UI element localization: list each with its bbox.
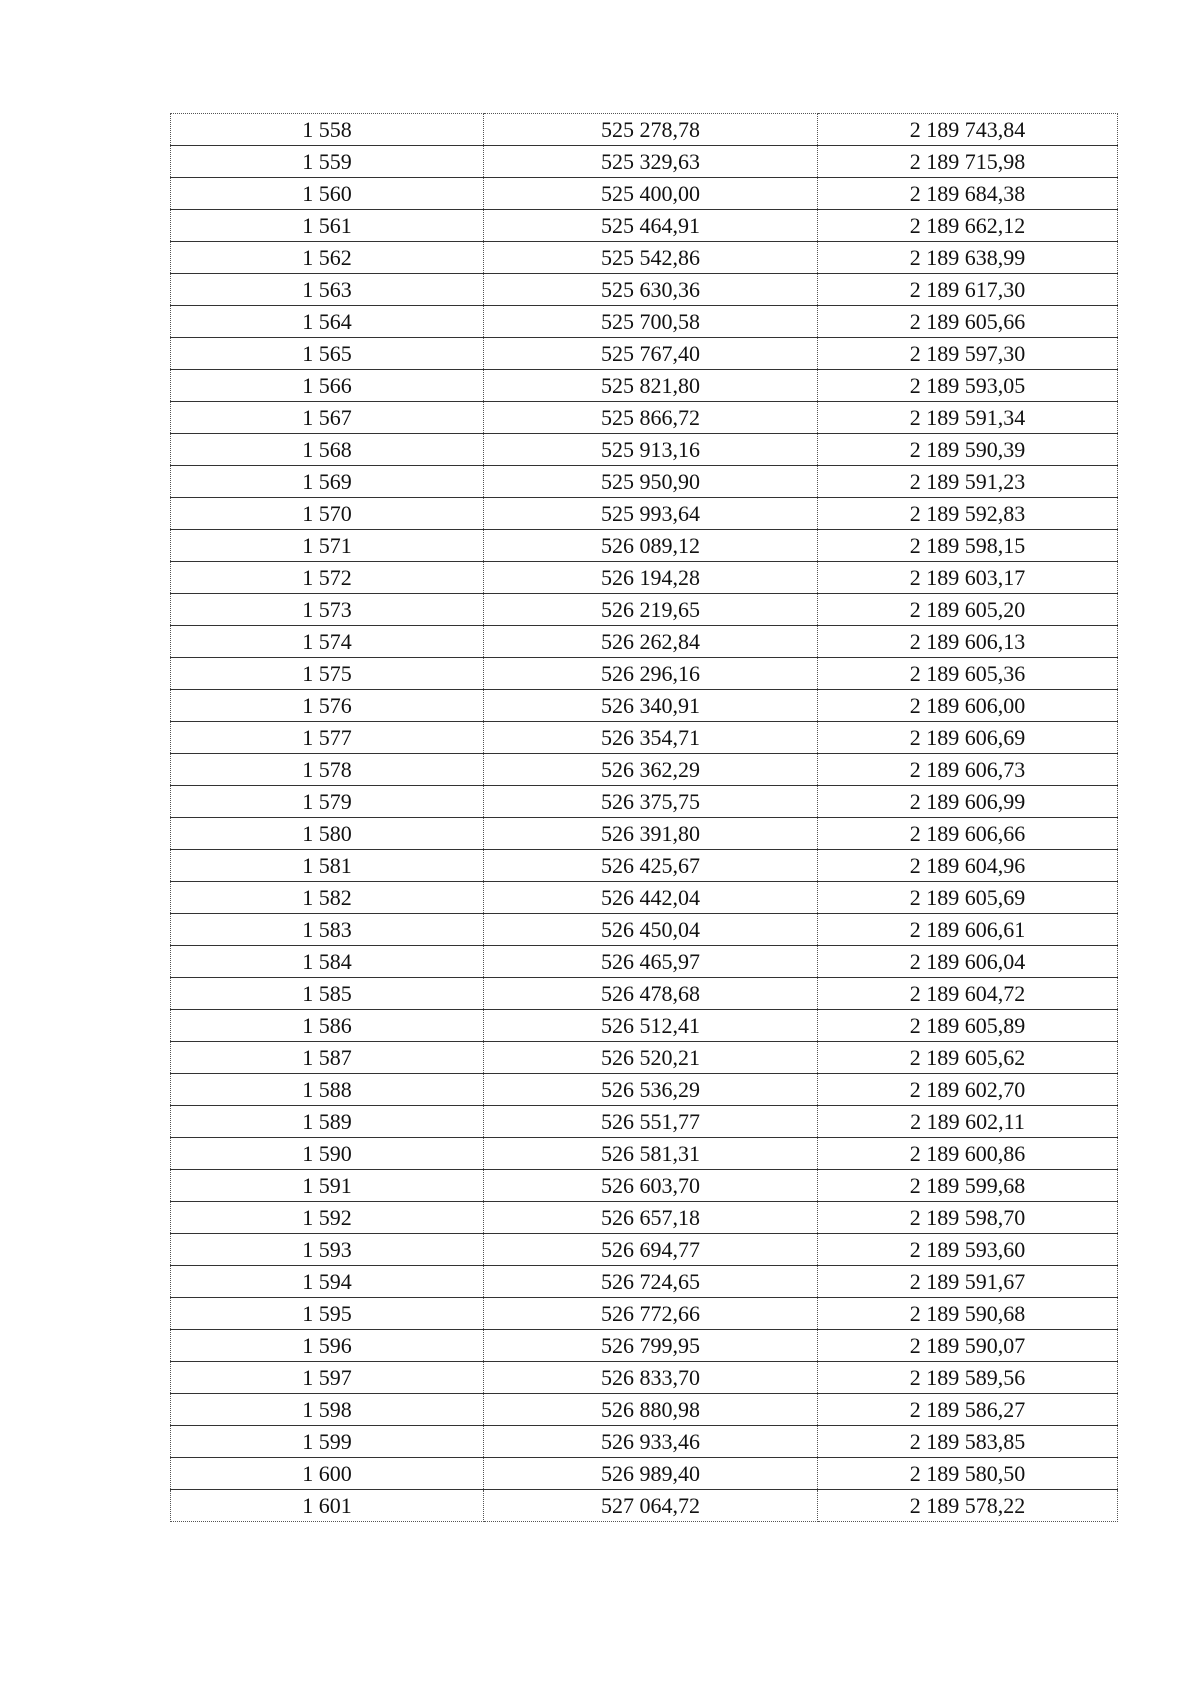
x-coordinate-cell: 525 767,40: [484, 338, 818, 370]
table-row: [171, 626, 1118, 658]
x-coordinate-cell: 525 866,72: [484, 402, 818, 434]
table-row: [171, 178, 1118, 210]
point-number-cell: 1 599: [171, 1426, 484, 1458]
y-coordinate-cell: 2 189 602,11: [818, 1106, 1118, 1138]
x-coordinate-cell: 526 657,18: [484, 1202, 818, 1234]
x-coordinate-cell: 526 340,91: [484, 690, 818, 722]
point-number-cell: 1 581: [171, 850, 484, 882]
y-coordinate-cell: 2 189 605,20: [818, 594, 1118, 626]
table-row: [171, 1170, 1118, 1202]
y-coordinate-cell: 2 189 598,15: [818, 530, 1118, 562]
x-coordinate-cell: 525 464,91: [484, 210, 818, 242]
table-row: [171, 754, 1118, 786]
x-coordinate-cell: 525 400,00: [484, 178, 818, 210]
y-coordinate-cell: 2 189 603,17: [818, 562, 1118, 594]
x-coordinate-cell: 525 329,63: [484, 146, 818, 178]
table-row: [171, 114, 1118, 146]
y-coordinate-cell: 2 189 605,89: [818, 1010, 1118, 1042]
table-row: [171, 594, 1118, 626]
x-coordinate-cell: 526 603,70: [484, 1170, 818, 1202]
x-coordinate-cell: 526 799,95: [484, 1330, 818, 1362]
y-coordinate-cell: 2 189 593,60: [818, 1234, 1118, 1266]
table-row: [171, 1394, 1118, 1426]
table-row: [171, 1362, 1118, 1394]
point-number-cell: 1 587: [171, 1042, 484, 1074]
point-number-cell: 1 593: [171, 1234, 484, 1266]
table-row: [171, 1490, 1118, 1522]
x-coordinate-cell: 526 450,04: [484, 914, 818, 946]
table-row: [171, 1298, 1118, 1330]
x-coordinate-cell: 526 694,77: [484, 1234, 818, 1266]
x-coordinate-cell: 525 700,58: [484, 306, 818, 338]
y-coordinate-cell: 2 189 592,83: [818, 498, 1118, 530]
table-row: [171, 1458, 1118, 1490]
point-number-cell: 1 563: [171, 274, 484, 306]
point-number-cell: 1 596: [171, 1330, 484, 1362]
y-coordinate-cell: 2 189 617,30: [818, 274, 1118, 306]
point-number-cell: 1 562: [171, 242, 484, 274]
y-coordinate-cell: 2 189 591,34: [818, 402, 1118, 434]
point-number-cell: 1 585: [171, 978, 484, 1010]
table-row: [171, 1266, 1118, 1298]
y-coordinate-cell: 2 189 606,04: [818, 946, 1118, 978]
x-coordinate-cell: 525 821,80: [484, 370, 818, 402]
point-number-cell: 1 564: [171, 306, 484, 338]
table-row: [171, 850, 1118, 882]
table-row: [171, 242, 1118, 274]
table-row: [171, 1138, 1118, 1170]
y-coordinate-cell: 2 189 606,66: [818, 818, 1118, 850]
x-coordinate-cell: 526 478,68: [484, 978, 818, 1010]
point-number-cell: 1 566: [171, 370, 484, 402]
y-coordinate-cell: 2 189 602,70: [818, 1074, 1118, 1106]
x-coordinate-cell: 526 989,40: [484, 1458, 818, 1490]
table-row: [171, 946, 1118, 978]
table-row: [171, 1106, 1118, 1138]
point-number-cell: 1 591: [171, 1170, 484, 1202]
table-row: [171, 274, 1118, 306]
y-coordinate-cell: 2 189 591,23: [818, 466, 1118, 498]
x-coordinate-cell: 526 391,80: [484, 818, 818, 850]
table-row: [171, 658, 1118, 690]
point-number-cell: 1 565: [171, 338, 484, 370]
y-coordinate-cell: 2 189 606,61: [818, 914, 1118, 946]
point-number-cell: 1 575: [171, 658, 484, 690]
y-coordinate-cell: 2 189 606,00: [818, 690, 1118, 722]
y-coordinate-cell: 2 189 583,85: [818, 1426, 1118, 1458]
y-coordinate-cell: 2 189 606,69: [818, 722, 1118, 754]
table-row: [171, 914, 1118, 946]
table-row: [171, 530, 1118, 562]
point-number-cell: 1 570: [171, 498, 484, 530]
point-number-cell: 1 567: [171, 402, 484, 434]
coordinates-table-body: [171, 114, 1118, 1522]
x-coordinate-cell: 526 465,97: [484, 946, 818, 978]
x-coordinate-cell: 526 425,67: [484, 850, 818, 882]
table-row: [171, 370, 1118, 402]
y-coordinate-cell: 2 189 743,84: [818, 114, 1118, 146]
x-coordinate-cell: 525 630,36: [484, 274, 818, 306]
point-number-cell: 1 583: [171, 914, 484, 946]
point-number-cell: 1 574: [171, 626, 484, 658]
x-coordinate-cell: 526 551,77: [484, 1106, 818, 1138]
y-coordinate-cell: 2 189 605,62: [818, 1042, 1118, 1074]
point-number-cell: 1 579: [171, 786, 484, 818]
table-row: [171, 722, 1118, 754]
point-number-cell: 1 589: [171, 1106, 484, 1138]
x-coordinate-cell: 526 194,28: [484, 562, 818, 594]
y-coordinate-cell: 2 189 591,67: [818, 1266, 1118, 1298]
coordinates-table: [170, 113, 1118, 1522]
point-number-cell: 1 598: [171, 1394, 484, 1426]
table-row: [171, 338, 1118, 370]
y-coordinate-cell: 2 189 586,27: [818, 1394, 1118, 1426]
x-coordinate-cell: 525 950,90: [484, 466, 818, 498]
table-row: [171, 690, 1118, 722]
table-row: [171, 1234, 1118, 1266]
table-row: [171, 1330, 1118, 1362]
table-row: [171, 1042, 1118, 1074]
x-coordinate-cell: 526 581,31: [484, 1138, 818, 1170]
point-number-cell: 1 569: [171, 466, 484, 498]
x-coordinate-cell: 525 993,64: [484, 498, 818, 530]
point-number-cell: 1 597: [171, 1362, 484, 1394]
table-row: [171, 1010, 1118, 1042]
y-coordinate-cell: 2 189 606,99: [818, 786, 1118, 818]
y-coordinate-cell: 2 189 684,38: [818, 178, 1118, 210]
point-number-cell: 1 592: [171, 1202, 484, 1234]
y-coordinate-cell: 2 189 604,96: [818, 850, 1118, 882]
y-coordinate-cell: 2 189 715,98: [818, 146, 1118, 178]
table-row: [171, 1426, 1118, 1458]
point-number-cell: 1 568: [171, 434, 484, 466]
x-coordinate-cell: 526 354,71: [484, 722, 818, 754]
y-coordinate-cell: 2 189 606,73: [818, 754, 1118, 786]
x-coordinate-cell: 525 542,86: [484, 242, 818, 274]
y-coordinate-cell: 2 189 590,39: [818, 434, 1118, 466]
table-row: [171, 402, 1118, 434]
x-coordinate-cell: 526 520,21: [484, 1042, 818, 1074]
x-coordinate-cell: 526 536,29: [484, 1074, 818, 1106]
table-row: [171, 882, 1118, 914]
point-number-cell: 1 571: [171, 530, 484, 562]
x-coordinate-cell: 526 219,65: [484, 594, 818, 626]
y-coordinate-cell: 2 189 605,69: [818, 882, 1118, 914]
y-coordinate-cell: 2 189 590,07: [818, 1330, 1118, 1362]
x-coordinate-cell: 526 262,84: [484, 626, 818, 658]
x-coordinate-cell: 527 064,72: [484, 1490, 818, 1522]
point-number-cell: 1 584: [171, 946, 484, 978]
table-row: [171, 1202, 1118, 1234]
x-coordinate-cell: 526 880,98: [484, 1394, 818, 1426]
point-number-cell: 1 560: [171, 178, 484, 210]
x-coordinate-cell: 525 278,78: [484, 114, 818, 146]
x-coordinate-cell: 526 089,12: [484, 530, 818, 562]
point-number-cell: 1 580: [171, 818, 484, 850]
point-number-cell: 1 588: [171, 1074, 484, 1106]
table-row: [171, 146, 1118, 178]
x-coordinate-cell: 526 362,29: [484, 754, 818, 786]
x-coordinate-cell: 526 772,66: [484, 1298, 818, 1330]
point-number-cell: 1 600: [171, 1458, 484, 1490]
table-row: [171, 434, 1118, 466]
x-coordinate-cell: 526 933,46: [484, 1426, 818, 1458]
table-row: [171, 818, 1118, 850]
point-number-cell: 1 582: [171, 882, 484, 914]
point-number-cell: 1 573: [171, 594, 484, 626]
point-number-cell: 1 590: [171, 1138, 484, 1170]
point-number-cell: 1 572: [171, 562, 484, 594]
point-number-cell: 1 577: [171, 722, 484, 754]
point-number-cell: 1 586: [171, 1010, 484, 1042]
y-coordinate-cell: 2 189 580,50: [818, 1458, 1118, 1490]
table-row: [171, 210, 1118, 242]
table-row: [171, 498, 1118, 530]
table-row: [171, 306, 1118, 338]
table-row: [171, 562, 1118, 594]
y-coordinate-cell: 2 189 605,66: [818, 306, 1118, 338]
point-number-cell: 1 601: [171, 1490, 484, 1522]
x-coordinate-cell: 526 296,16: [484, 658, 818, 690]
y-coordinate-cell: 2 189 600,86: [818, 1138, 1118, 1170]
x-coordinate-cell: 526 442,04: [484, 882, 818, 914]
x-coordinate-cell: 526 375,75: [484, 786, 818, 818]
y-coordinate-cell: 2 189 597,30: [818, 338, 1118, 370]
y-coordinate-cell: 2 189 606,13: [818, 626, 1118, 658]
point-number-cell: 1 558: [171, 114, 484, 146]
point-number-cell: 1 578: [171, 754, 484, 786]
y-coordinate-cell: 2 189 590,68: [818, 1298, 1118, 1330]
y-coordinate-cell: 2 189 589,56: [818, 1362, 1118, 1394]
y-coordinate-cell: 2 189 662,12: [818, 210, 1118, 242]
point-number-cell: 1 595: [171, 1298, 484, 1330]
x-coordinate-cell: 526 833,70: [484, 1362, 818, 1394]
point-number-cell: 1 576: [171, 690, 484, 722]
point-number-cell: 1 559: [171, 146, 484, 178]
x-coordinate-cell: 526 724,65: [484, 1266, 818, 1298]
y-coordinate-cell: 2 189 593,05: [818, 370, 1118, 402]
table-row: [171, 466, 1118, 498]
x-coordinate-cell: 526 512,41: [484, 1010, 818, 1042]
y-coordinate-cell: 2 189 599,68: [818, 1170, 1118, 1202]
y-coordinate-cell: 2 189 578,22: [818, 1490, 1118, 1522]
table-row: [171, 786, 1118, 818]
point-number-cell: 1 594: [171, 1266, 484, 1298]
y-coordinate-cell: 2 189 605,36: [818, 658, 1118, 690]
table-row: [171, 1074, 1118, 1106]
x-coordinate-cell: 525 913,16: [484, 434, 818, 466]
table-row: [171, 978, 1118, 1010]
y-coordinate-cell: 2 189 638,99: [818, 242, 1118, 274]
y-coordinate-cell: 2 189 598,70: [818, 1202, 1118, 1234]
y-coordinate-cell: 2 189 604,72: [818, 978, 1118, 1010]
point-number-cell: 1 561: [171, 210, 484, 242]
